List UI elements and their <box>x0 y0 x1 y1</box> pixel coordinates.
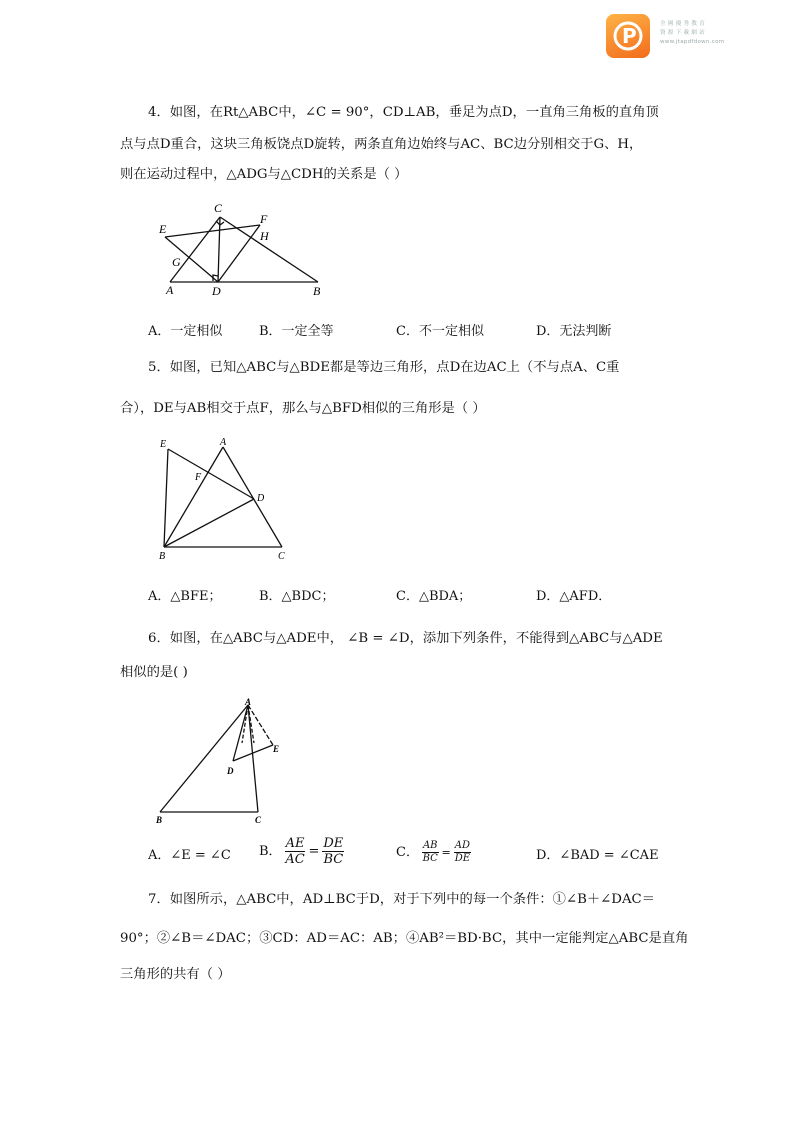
q4-option-b: B．一定全等 <box>259 324 334 339</box>
q4-option-a: A．一定相似 <box>148 324 223 339</box>
q6-label-a: A <box>245 697 252 707</box>
q6-c-den2: DE <box>454 853 471 864</box>
q4-triangle-leg2 <box>218 225 260 282</box>
q4-label-g: G <box>172 255 181 269</box>
q6-line1: 6．如图，在△ABC与△ADE中， ∠B = ∠D，添加下列条件，不能得到△ABC与△ADE <box>148 631 663 646</box>
q6-option-b-fraction1 <box>285 836 306 867</box>
q4-option-d: D．无法判断 <box>536 324 612 339</box>
q4-label-b: B <box>313 284 321 298</box>
q4-label-c: C <box>214 201 223 215</box>
q4-line3: 则在运动过程中，△ADG与△CDH的关系是（ ） <box>120 167 408 182</box>
q6-label-e: E <box>273 744 280 754</box>
q4-label-h: H <box>260 229 269 243</box>
q5-option-b: B．△BDC； <box>259 589 335 604</box>
q4-figure <box>150 195 340 300</box>
q4-altitude-cd <box>218 217 220 282</box>
q7-line3: 三角形的共有（ ） <box>120 967 231 982</box>
q6-c-num2: AD <box>454 840 470 851</box>
q6-c-equals: = <box>441 845 451 859</box>
q5-label-c: C <box>278 551 285 562</box>
header-text <box>660 20 780 47</box>
site-logo <box>606 14 650 58</box>
q4-line1: 4．如图，在Rt△ABC中，∠C = 90°，CD⊥AB，垂足为点D，一直角三角板的直角顶 <box>148 105 659 120</box>
q6-side-ac <box>248 705 258 812</box>
q6-option-c-label: C． <box>396 844 419 860</box>
q6-figure <box>150 695 290 830</box>
q7-line2: 90°；②∠B＝∠DAC；③CD：AD＝AC：AB；④AB²＝BD·BC，其中一定能判定△ABC是直角 <box>120 931 689 946</box>
q6-side-ab <box>160 705 248 812</box>
q4-label-a: A <box>166 283 174 297</box>
q6-label-b: B <box>156 815 163 825</box>
q4-side-ac <box>170 217 220 282</box>
q4-label-f: F <box>260 212 268 226</box>
q6-b-num1: AE <box>285 836 305 851</box>
q5-line2: 合），DE与AB相交于点F，那么与△BFD相似的三角形是（ ） <box>120 401 486 416</box>
q6-c-num1: AB <box>422 840 438 851</box>
q4-label-e: E <box>159 222 167 236</box>
q6-option-c-fraction2 <box>454 840 471 865</box>
q5-label-d: D <box>257 493 265 504</box>
q5-side-ac <box>223 447 282 547</box>
q5-line1: 5．如图，已知△ABC与△BDE都是等边三角形，点D在边AC上（不与点A、C重 <box>148 360 620 375</box>
q5-label-e: E <box>160 439 167 450</box>
q5-label-b: B <box>159 551 166 562</box>
q6-option-c <box>396 840 471 865</box>
q6-option-d: D．∠BAD = ∠CAE <box>536 848 659 863</box>
q6-label-c: C <box>255 815 262 825</box>
q7-line1: 7．如图所示，△ABC中，AD⊥BC于D，对于下列中的每一个条件：①∠B＋∠DAC＝ <box>148 892 656 907</box>
q6-b-den1: AC <box>285 852 305 867</box>
q5-label-a: A <box>220 437 227 448</box>
q6-c-den1: BC <box>422 853 438 864</box>
q5-side-be <box>164 449 168 547</box>
q5-side-ed <box>168 449 254 499</box>
q4-side-bc <box>220 217 318 282</box>
q5-option-d: D．△AFD． <box>536 589 612 604</box>
logo-letter: P <box>622 24 637 48</box>
q6-b-equals: = <box>308 843 320 859</box>
q6-option-c-fraction1 <box>422 840 439 865</box>
q5-figure <box>150 435 300 565</box>
q4-line2: 点与点D重合，这块三角板饶点D旋转，两条直角边始终与AC、BC边分别相交于G、H， <box>120 137 643 152</box>
q6-option-a: A．∠E = ∠C <box>148 848 231 863</box>
header-site: www.jtapdfdown.com <box>660 39 725 45</box>
q6-b-num2: DE <box>323 836 344 851</box>
q5-label-f: F <box>195 472 202 483</box>
q6-option-b <box>259 836 344 867</box>
q4-label-d: D <box>212 284 221 298</box>
q6-option-b-label: B． <box>259 843 282 859</box>
q6-line2: 相似的是( ) <box>120 665 188 680</box>
q6-label-d: D <box>227 766 234 776</box>
q4-option-c: C．不一定相似 <box>396 324 484 339</box>
header-line1: 全 國 優 秀 教 育 <box>660 21 706 27</box>
q5-option-c: C．△BDA； <box>396 589 472 604</box>
q6-b-den2: BC <box>323 852 344 867</box>
logo-mark <box>606 14 650 58</box>
header-line2: 資 源 下 載 網 站 <box>660 30 706 36</box>
q5-option-a: A．△BFE； <box>148 589 222 604</box>
q6-option-b-fraction2 <box>322 836 344 867</box>
